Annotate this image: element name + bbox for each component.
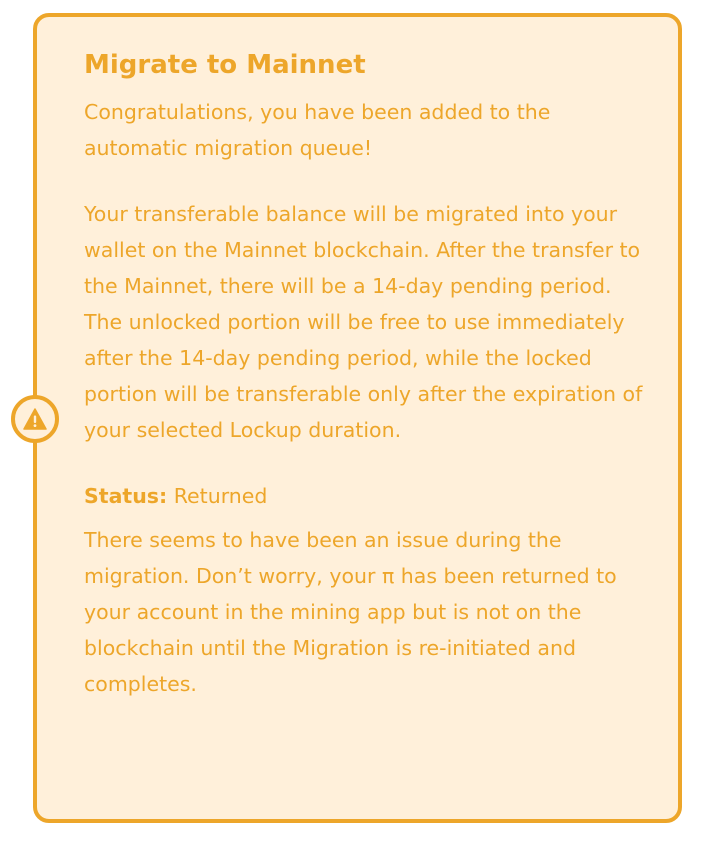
status-message: There seems to have been an issue during the migration. Don’t worry, your π has been returned to your account in the mining app but is not on the blockchain until the Migration is re-initiated and completes. [84, 528, 617, 696]
warning-badge [11, 395, 59, 443]
status-row [84, 478, 644, 514]
page-title: Migrate to Mainnet [84, 50, 366, 80]
migration-details: Your transferable balance will be migrated into your wallet on the Mainnet blockchain. After the transfer to the Mainnet, there will be a 14-day pending period. The unlocked portion will be free to use immediately after the 14-day pending period, while the locked portion will be transferable only after the expiration of your selected Lockup duration. [84, 202, 643, 442]
warning-triangle-icon [23, 408, 47, 430]
status-value: Returned [173, 484, 268, 508]
congratulations-message: Congratulations, you have been added to the automatic migration queue! [84, 100, 551, 160]
status-label: Status: [84, 484, 168, 508]
migration-content [84, 44, 644, 702]
